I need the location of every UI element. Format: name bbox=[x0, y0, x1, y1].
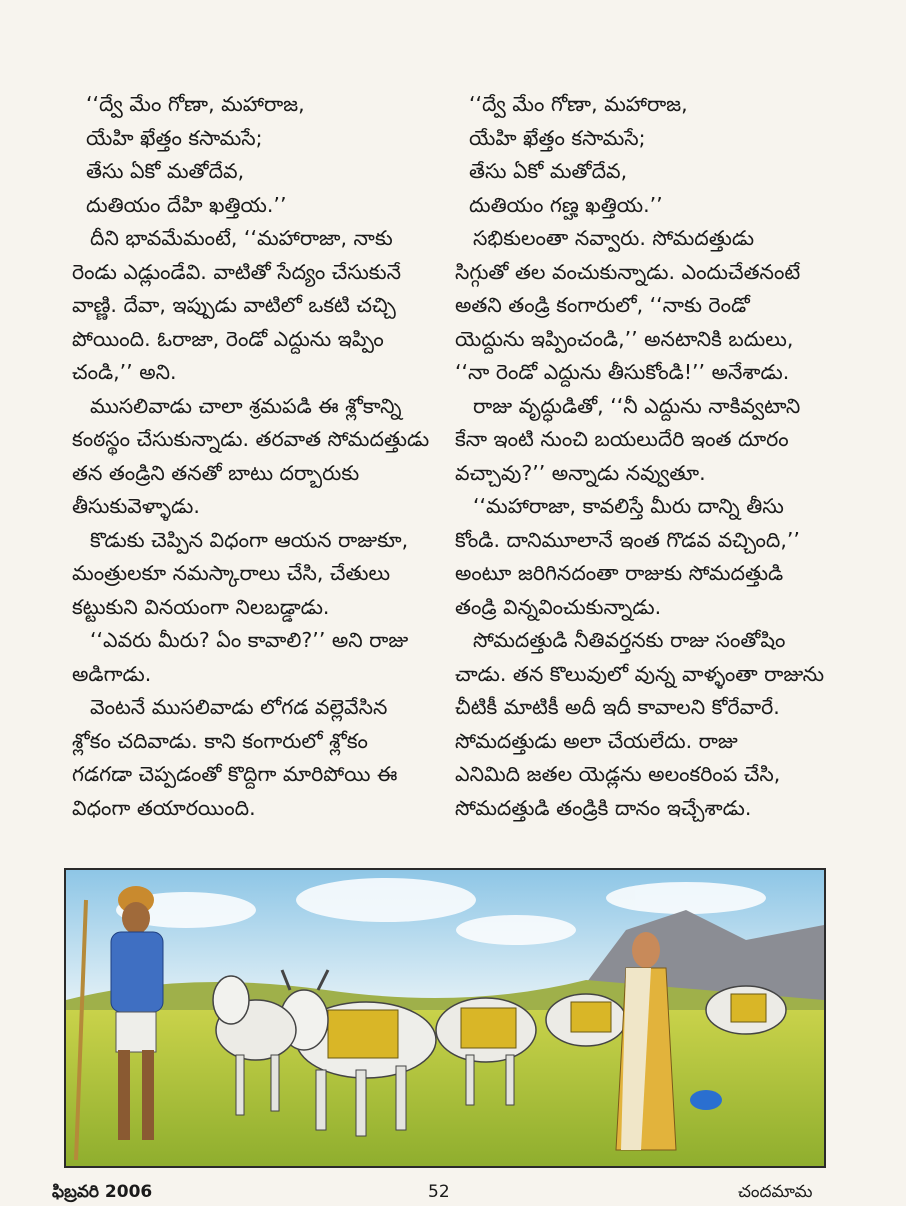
text-line: తండ్రి విన్నవించుకున్నాడు. bbox=[455, 594, 662, 619]
story-illustration bbox=[64, 868, 826, 1168]
text-line: యేహి ఖేత్తం కసామసే; bbox=[86, 125, 263, 150]
text-line: తన తండ్రిని తనతో బాటు దర్బారుకు bbox=[72, 460, 360, 485]
page-footer bbox=[0, 1184, 906, 1203]
text-line: రెండు ఎడ్లుండేవి. వాటితో సేద్యం చేసుకునే bbox=[72, 259, 401, 284]
text-line: సోమదత్తుడి నీతివర్తనకు రాజు సంతోషిం bbox=[473, 628, 786, 652]
text-line: కోండి. దానిమూలానే ఇంత గొడవ వచ్చింది,’’ bbox=[455, 527, 800, 552]
text-line: అతని తండ్రి కంగారులో, ‘‘నాకు రెండో bbox=[455, 293, 750, 317]
text-line: యెద్దును ఇప్పించండి,’’ అనటానికి బదులు, bbox=[455, 326, 794, 351]
issue-date: ఫిబ్రవరి 2006 bbox=[52, 1182, 153, 1202]
text-line: దుతియం గణ్హ ఖత్తియ.’’ bbox=[469, 192, 663, 217]
text-line: వాణ్ణి. దేవా, ఇప్పుడు వాటిలో ఒకటి చచ్చి bbox=[72, 293, 396, 317]
text-line: కేనా ఇంటి నుంచి బయలుదేరి ఇంత దూరం bbox=[455, 427, 789, 451]
text-line: విధంగా తయారయింది. bbox=[72, 795, 256, 820]
text-line: ‘‘నా రెండో ఎద్దును తీసుకోండి!’’ అనేశాడు. bbox=[455, 360, 790, 384]
text-line: శ్లోకం చదివాడు. కాని కంగారులో శ్లోకం bbox=[72, 728, 368, 753]
text-line: అడిగాడు. bbox=[72, 661, 152, 686]
text-line: అంటూ జరిగినదంతా రాజుకు సోమదత్తుడి bbox=[455, 561, 784, 585]
text-line: చీటికీ మాటికీ అదీ ఇదీ కావాలని కోరేవారే. bbox=[455, 695, 780, 719]
text-line: చాడు. తన కొలువులో వున్న వాళ్ళంతా రాజును bbox=[455, 661, 825, 686]
text-line: ‘‘మహారాజా, కావలిస్తే మీరు దాన్ని తీసు bbox=[473, 494, 784, 518]
text-line: ‘‘ఎవరు మీరు? ఏం కావాలి?’’ అని రాజు bbox=[90, 628, 409, 652]
text-line: చండి,’’ అని. bbox=[72, 360, 177, 384]
text-line: తేసు ఏకో మతోదేవ, bbox=[469, 159, 628, 183]
text-line: రాజు వృద్ధుడితో, ‘‘నీ ఎద్దును నాకివ్వటాని bbox=[473, 393, 801, 418]
text-line: ‘‘ద్వే మేం గోణా, మహారాజ, bbox=[469, 92, 688, 116]
text-line: ఎనిమిది జతల యెడ్లను అలంకరింప చేసి, bbox=[455, 762, 781, 786]
text-line: వెంటనే ముసలివాడు లోగడ వల్లెవేసిన bbox=[90, 695, 388, 719]
text-line: సభికులంతా నవ్వారు. సోమదత్తుడు bbox=[473, 226, 755, 250]
text-line: సోమదత్తుడు అలా చేయలేదు. రాజు bbox=[455, 728, 738, 753]
text-line: సోమదత్తుడి తండ్రికి దానం ఇచ్చేశాడు. bbox=[455, 795, 752, 820]
right-text-column bbox=[455, 88, 835, 825]
text-line: పోయింది. ఓరాజా, రెండో ఎద్దును ఇప్పిం bbox=[72, 326, 384, 351]
text-line: తేసు ఏకో మతోదేవ, bbox=[86, 159, 245, 183]
text-line: ‘‘ద్వే మేం గోణా, మహారాజ, bbox=[86, 92, 305, 116]
magazine-name: చందమామ bbox=[738, 1182, 813, 1202]
text-line: కంఠస్థం చేసుకున్నాడు. తరవాత సోమదత్తుడు bbox=[72, 427, 430, 451]
text-line: వచ్చావు?’’ అన్నాడు నవ్వుతూ. bbox=[455, 460, 706, 485]
text-line: సిగ్గుతో తల వంచుకున్నాడు. ఎందుచేతనంటే bbox=[455, 259, 801, 284]
text-line: కట్టుకుని వినయంగా నిలబడ్డాడు. bbox=[72, 594, 330, 619]
text-line: దుతియం దేహి ఖత్తియ.’’ bbox=[86, 192, 287, 217]
text-line: యేహి ఖేత్తం కసామసే; bbox=[469, 125, 646, 150]
text-line: గడగడా చెప్పడంతో కొద్దిగా మారిపోయి ఈ bbox=[72, 762, 398, 786]
text-line: కొడుకు చెప్పిన విధంగా ఆయన రాజుకూ, bbox=[90, 527, 409, 552]
text-line: ముసలివాడు చాలా శ్రమపడి ఈ శ్లోకాన్ని bbox=[90, 393, 402, 418]
page-number: 52 bbox=[428, 1182, 450, 1202]
text-line: మంత్రులకూ నమస్కారాలు చేసి, చేతులు bbox=[72, 561, 391, 585]
illustration-drawing bbox=[66, 870, 824, 1166]
text-line: తీసుకువెళ్ళాడు. bbox=[72, 494, 200, 518]
left-text-column bbox=[72, 88, 432, 825]
text-line: దీని భావమేమంటే, ‘‘మహారాజా, నాకు bbox=[90, 226, 393, 250]
